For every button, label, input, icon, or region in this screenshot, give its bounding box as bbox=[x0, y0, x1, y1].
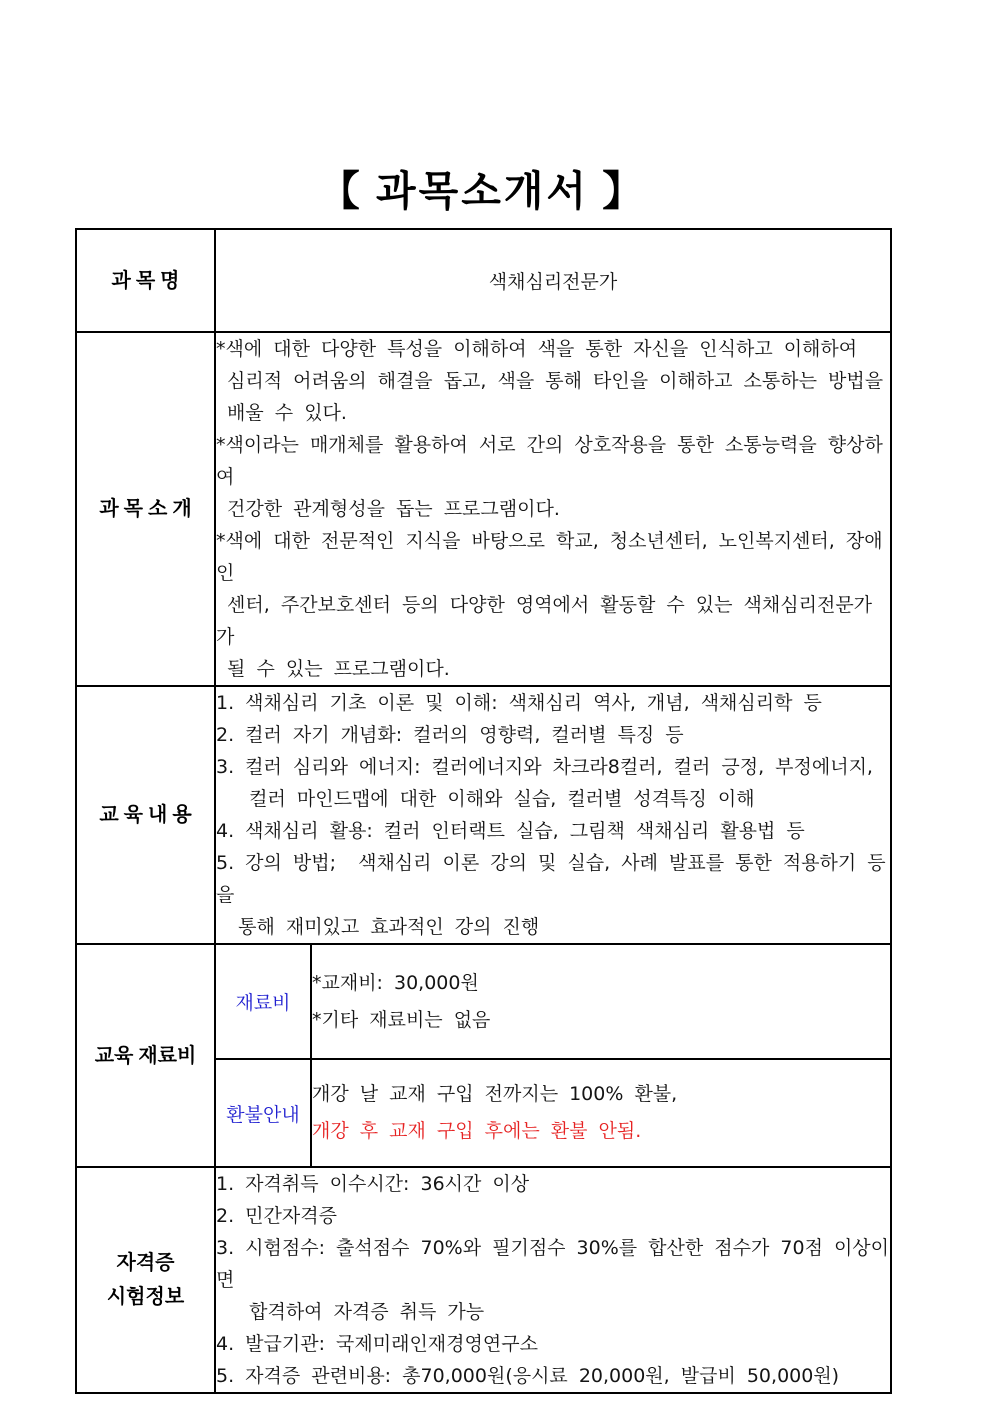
text-line: 1. 자격취득 이수시간: 36시간 이상 bbox=[216, 1173, 530, 1195]
education-content-text bbox=[215, 686, 891, 944]
certificate-label-line2: 시험정보 bbox=[106, 1286, 185, 1308]
material-fee-text bbox=[311, 944, 891, 1059]
table-row bbox=[76, 229, 891, 332]
text-line: *색에 대한 전문적인 지식을 바탕으로 학교, 청소년센터, 노인복지센터, 장애인 bbox=[216, 530, 883, 584]
text-line: *색에 대한 다양한 특성을 이해하여 색을 통한 자신을 인식하고 이해하여 bbox=[216, 338, 858, 360]
course-intro-text bbox=[215, 332, 891, 686]
text-line: *기타 재료비는 없음 bbox=[312, 1008, 491, 1031]
certificate-exam-lines bbox=[216, 1168, 890, 1392]
course-intro-lines bbox=[216, 333, 890, 685]
refund-line-normal: 개강 날 교재 구입 전까지는 100% 환불, bbox=[312, 1083, 678, 1105]
text-line: *교재비: 30,000원 bbox=[312, 971, 479, 994]
material-fee-sublabel: 재료비 bbox=[215, 944, 311, 1059]
text-line: 3. 컬러 심리와 에너지: 컬러에너지와 차크라8컬러, 컬러 긍정, 부정에너지, bbox=[216, 756, 873, 778]
certificate-exam-text bbox=[215, 1167, 891, 1393]
text-line: *색이라는 매개체를 활용하여 서로 간의 상호작용을 통한 소통능력을 향상하여 bbox=[216, 434, 883, 488]
text-line: 컬러 마인드맵에 대한 이해와 실습, 컬러별 성격특징 이해 bbox=[216, 788, 755, 810]
table-row bbox=[76, 686, 891, 944]
certificate-exam-label bbox=[76, 1167, 215, 1393]
course-intro-label: 과 목 소 개 bbox=[76, 332, 215, 686]
text-line: 건강한 관계형성을 돕는 프로그램이다. bbox=[216, 498, 560, 520]
course-name-label: 과 목 명 bbox=[76, 229, 215, 332]
education-content-lines bbox=[216, 687, 890, 943]
text-line: 2. 컬러 자기 개념화: 컬러의 영향력, 컬러별 특징 등 bbox=[216, 724, 684, 746]
material-fee-lines bbox=[312, 965, 890, 1039]
table-row bbox=[76, 332, 891, 686]
education-content-label: 교 육 내 용 bbox=[76, 686, 215, 944]
text-line: 4. 색채심리 활용: 컬러 인터랙트 실습, 그림책 색채심리 활용법 등 bbox=[216, 820, 805, 842]
text-line: 될 수 있는 프로그램이다. bbox=[216, 658, 450, 680]
text-line: 심리적 어려움의 해결을 돕고, 색을 통해 타인을 이해하고 소통하는 방법을 bbox=[216, 370, 884, 392]
text-line: 통해 재미있고 효과적인 강의 진행 bbox=[216, 916, 540, 938]
course-name-value: 색채심리전문가 bbox=[215, 229, 891, 332]
refund-info-sublabel: 환불안내 bbox=[215, 1059, 311, 1167]
table-row bbox=[76, 944, 891, 1059]
text-line: 2. 민간자격증 bbox=[216, 1205, 337, 1227]
text-line: 합격하여 자격증 취득 가능 bbox=[216, 1301, 485, 1323]
text-line: 4. 발급기관: 국제미래인재경영연구소 bbox=[216, 1333, 538, 1355]
refund-info-lines bbox=[312, 1076, 890, 1150]
text-line: 5. 자격증 관련비용: 총70,000원(응시료 20,000원, 발급비 50,000원) bbox=[216, 1365, 840, 1387]
text-line: 배울 수 있다. bbox=[216, 402, 347, 424]
page-title: 【 과목소개서 】 bbox=[318, 168, 647, 214]
table-row bbox=[76, 1167, 891, 1393]
refund-line-alert: 개강 후 교재 구입 후에는 환불 안됨. bbox=[312, 1120, 642, 1142]
text-line: 3. 시험점수: 출석점수 70%와 필기점수 30%를 합산한 점수가 70점 이상이면 bbox=[216, 1237, 890, 1291]
certificate-label-line1: 자격증 bbox=[116, 1252, 175, 1274]
text-line: 5. 강의 방법; 색채심리 이론 강의 및 실습, 사례 발표를 통한 적용하기 등을 bbox=[216, 852, 886, 906]
text-line: 센터, 주간보호센터 등의 다양한 영역에서 활동할 수 있는 색채심리전문가가 bbox=[216, 594, 873, 648]
refund-info-text bbox=[311, 1059, 891, 1167]
course-intro-table bbox=[75, 228, 892, 1394]
material-fee-section-label: 교육 재료비 bbox=[76, 944, 215, 1167]
text-line: 1. 색채심리 기초 이론 및 이해: 색채심리 역사, 개념, 색채심리학 등 bbox=[216, 692, 822, 714]
